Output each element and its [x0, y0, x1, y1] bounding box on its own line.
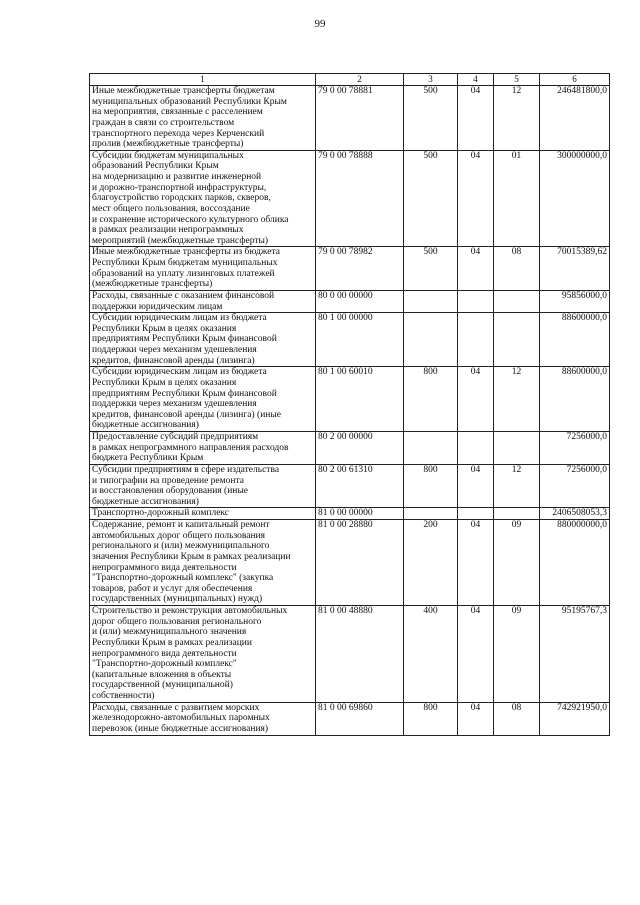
target-code-cell: 81 0 00 48880 — [316, 606, 404, 703]
row-name-line: благоустройство городских парков, скверов, — [92, 193, 271, 204]
subsection-cell: 09 — [494, 520, 540, 606]
row-name-cell — [90, 508, 316, 520]
row-name-cell — [90, 702, 316, 735]
table-header-row — [90, 74, 610, 86]
row-name-line: Субсидии бюджетам муниципальных — [92, 150, 244, 161]
row-name-line: государственных (муниципальных) нужд) — [92, 594, 263, 605]
table-row — [90, 520, 610, 606]
target-code-cell: 81 0 00 69860 — [316, 702, 404, 735]
section-cell: 04 — [458, 702, 494, 735]
target-code-cell: 80 0 00 00000 — [316, 290, 404, 312]
target-code-cell: 79 0 00 78888 — [316, 150, 404, 247]
section-cell: 04 — [458, 150, 494, 247]
row-name-line: Содержание, ремонт и капитальный ремонт — [92, 520, 270, 530]
row-name-line: дорог общего пользования регионального — [92, 616, 262, 627]
row-name-line: кредитов, финансовой аренды (лизинга) — [92, 355, 255, 366]
section-cell: 04 — [458, 606, 494, 703]
row-name-line: (межбюджетные трансферты) — [92, 279, 213, 290]
section-cell: 04 — [458, 520, 494, 606]
row-name-line: бюджетные ассигнования) — [92, 496, 199, 507]
subsection-cell: 12 — [494, 367, 540, 432]
row-name-line: предприятиям Республики Крым финансовой — [92, 334, 277, 345]
row-name-cell — [90, 367, 316, 432]
row-name-line: железнодорожно-автомобильных паромных — [92, 713, 270, 724]
row-name-line: мероприятий (межбюджетные трансферты) — [92, 235, 269, 246]
row-name-line: Иные межбюджетные трансферты бюджетам — [92, 86, 275, 96]
row-name-line: поддержки через механизм удешевления — [92, 399, 257, 410]
subsection-cell: 09 — [494, 606, 540, 703]
row-name-line: кредитов, финансовой аренды (лизинга) (иные — [92, 409, 281, 420]
expense-type-cell: 500 — [404, 86, 458, 151]
subsection-cell — [494, 508, 540, 520]
subsection-cell: 12 — [494, 86, 540, 151]
row-name-line: и сохранение исторического культурного облика — [92, 214, 289, 225]
row-name-line: Республики Крым в целях оказания — [92, 323, 237, 334]
row-name-line: бюджетные ассигнования) — [92, 420, 199, 431]
row-name-line: Субсидии юридическим лицам из бюджета — [92, 313, 267, 324]
row-name-line: и восстановления оборудования (иные — [92, 486, 248, 497]
row-name-line: непрограммного вида деятельности — [92, 648, 237, 659]
row-name-line: предприятиям Республики Крым финансовой — [92, 388, 277, 399]
row-name-line: на модернизацию и развитие инженерной — [92, 172, 262, 182]
amount-cell: 300000000,0 — [540, 150, 610, 247]
expense-type-cell: 500 — [404, 247, 458, 291]
row-name-line: Расходы, связанные с оказанием финансовой — [92, 290, 275, 301]
subsection-cell — [494, 432, 540, 465]
amount-cell: 95195767,3 — [540, 606, 610, 703]
column-header: 1 — [90, 74, 316, 86]
subsection-cell: 08 — [494, 702, 540, 735]
target-code-cell: 79 0 00 78881 — [316, 86, 404, 151]
row-name-line: в рамках непрограммного направления расходов — [92, 442, 289, 453]
row-name-line: "Транспортно-дорожный комплекс" — [92, 659, 237, 670]
row-name-line: (капитальные вложения в объекты — [92, 669, 232, 680]
row-name-line: регионального и (или) межмуниципального — [92, 541, 270, 552]
row-name-line: поддержки юридическим лицам — [92, 301, 223, 312]
row-name-line: и типографии на проведение ремонта — [92, 475, 244, 486]
section-cell — [458, 508, 494, 520]
row-name-line: Расходы, связанные с развитием морских — [92, 702, 260, 713]
row-name-line: поддержки через механизм удешевления — [92, 345, 257, 355]
table-row — [90, 313, 610, 367]
expense-type-cell: 800 — [404, 367, 458, 432]
amount-cell: 88600000,0 — [540, 367, 610, 432]
section-cell: 04 — [458, 86, 494, 151]
row-name-line: в рамках реализации непрограммных — [92, 225, 244, 236]
target-code-cell: 79 0 00 78982 — [316, 247, 404, 291]
amount-cell: 70015389,62 — [540, 247, 610, 291]
row-name-line: и (или) межмуниципального значения — [92, 627, 247, 638]
table-row — [90, 606, 610, 703]
amount-cell: 880000000,0 — [540, 520, 610, 606]
expense-type-cell: 400 — [404, 606, 458, 703]
row-name-line: Республики Крым в целях оказания — [92, 377, 237, 388]
amount-cell: 7256000,0 — [540, 464, 610, 508]
row-name-line: мест общего пользования, воссоздание — [92, 203, 250, 214]
target-code-cell: 81 0 00 28880 — [316, 520, 404, 606]
row-name-cell — [90, 520, 316, 606]
row-name-line: автомобильных дорог общего пользования — [92, 530, 266, 541]
amount-cell: 246481800,0 — [540, 86, 610, 151]
row-name-line: образований на уплату лизинговых платежей — [92, 268, 275, 279]
expense-type-cell: 800 — [404, 464, 458, 508]
table-row — [90, 702, 610, 735]
section-cell — [458, 313, 494, 367]
row-name-line: Республики Крым в рамках реализации — [92, 637, 252, 648]
expense-type-cell: 800 — [404, 702, 458, 735]
subsection-cell: 12 — [494, 464, 540, 508]
amount-cell: 2406508053,3 — [540, 508, 610, 520]
table-row — [90, 432, 610, 465]
column-header: 3 — [404, 74, 458, 86]
expense-type-cell: 200 — [404, 520, 458, 606]
row-name-line: Республики Крым бюджетам муниципальных — [92, 258, 278, 268]
row-name-line: Строительство и реконструкция автомобильных — [92, 606, 288, 616]
table-row — [90, 150, 610, 247]
section-cell: 04 — [458, 247, 494, 291]
table-row — [90, 247, 610, 291]
row-name-cell — [90, 86, 316, 151]
row-name-line: Транспортно-дорожный комплекс — [92, 508, 230, 519]
column-header: 2 — [316, 74, 404, 86]
row-name-cell — [90, 606, 316, 703]
row-name-line: образований Республики Крым — [92, 161, 219, 172]
table-row — [90, 86, 610, 151]
section-cell: 04 — [458, 367, 494, 432]
row-name-line: непрограммного вида деятельности — [92, 562, 237, 573]
row-name-line: и дорожно-транспортной инфраструктуры, — [92, 182, 267, 193]
budget-table — [89, 73, 610, 736]
target-code-cell: 80 2 00 61310 — [316, 464, 404, 508]
row-name-line: "Транспортно-дорожный комплекс" (закупка — [92, 573, 274, 584]
row-name-cell — [90, 150, 316, 247]
row-name-cell — [90, 313, 316, 367]
table-row — [90, 508, 610, 520]
row-name-cell — [90, 464, 316, 508]
subsection-cell: 08 — [494, 247, 540, 291]
section-cell — [458, 290, 494, 312]
row-name-line: муниципальных образований Республики Крым — [92, 96, 287, 107]
row-name-line: бюджета Республики Крым — [92, 453, 204, 464]
expense-type-cell: 500 — [404, 150, 458, 247]
target-code-cell: 80 1 00 60010 — [316, 367, 404, 432]
subsection-cell — [494, 313, 540, 367]
table-row — [90, 464, 610, 508]
row-name-line: граждан в связи со строительством — [92, 117, 235, 128]
amount-cell: 95856000,0 — [540, 290, 610, 312]
row-name-line: Субсидии юридическим лицам из бюджета — [92, 367, 267, 378]
row-name-cell — [90, 432, 316, 465]
page-number: 99 — [314, 18, 326, 30]
row-name-line: пролив (межбюджетные трансферты) — [92, 139, 244, 150]
amount-cell: 742921950,0 — [540, 702, 610, 735]
expense-type-cell — [404, 313, 458, 367]
row-name-line: значения Республики Крым в рамках реализации — [92, 551, 291, 562]
row-name-line: Иные межбюджетные трансферты из бюджета — [92, 247, 280, 258]
target-code-cell: 80 1 00 00000 — [316, 313, 404, 367]
row-name-line: перевозок (иные бюджетные ассигнования) — [92, 723, 269, 734]
expense-type-cell — [404, 290, 458, 312]
column-header: 4 — [458, 74, 494, 86]
table-row — [90, 367, 610, 432]
row-name-cell — [90, 290, 316, 312]
row-name-line: государственной (муниципальной) — [92, 680, 233, 691]
target-code-cell: 80 2 00 00000 — [316, 432, 404, 465]
row-name-line: собственности) — [92, 691, 155, 701]
column-header: 5 — [494, 74, 540, 86]
expense-type-cell — [404, 432, 458, 465]
subsection-cell: 01 — [494, 150, 540, 247]
subsection-cell — [494, 290, 540, 312]
row-name-cell — [90, 247, 316, 291]
row-name-line: Предоставление субсидий предприятиям — [92, 432, 259, 442]
row-name-line: транспортного перехода через Керченский — [92, 128, 265, 139]
column-header: 6 — [540, 74, 610, 86]
row-name-line: товаров, работ и услуг для обеспечения — [92, 583, 253, 594]
amount-cell: 88600000,0 — [540, 313, 610, 367]
budget-table-body — [90, 74, 610, 736]
section-cell — [458, 432, 494, 465]
amount-cell: 7256000,0 — [540, 432, 610, 465]
section-cell: 04 — [458, 464, 494, 508]
row-name-line: на мероприятия, связанные с расселением — [92, 107, 263, 118]
expense-type-cell — [404, 508, 458, 520]
row-name-line: Субсидии предприятиям в сфере издательства — [92, 464, 280, 475]
target-code-cell: 81 0 00 00000 — [316, 508, 404, 520]
table-row — [90, 290, 610, 312]
